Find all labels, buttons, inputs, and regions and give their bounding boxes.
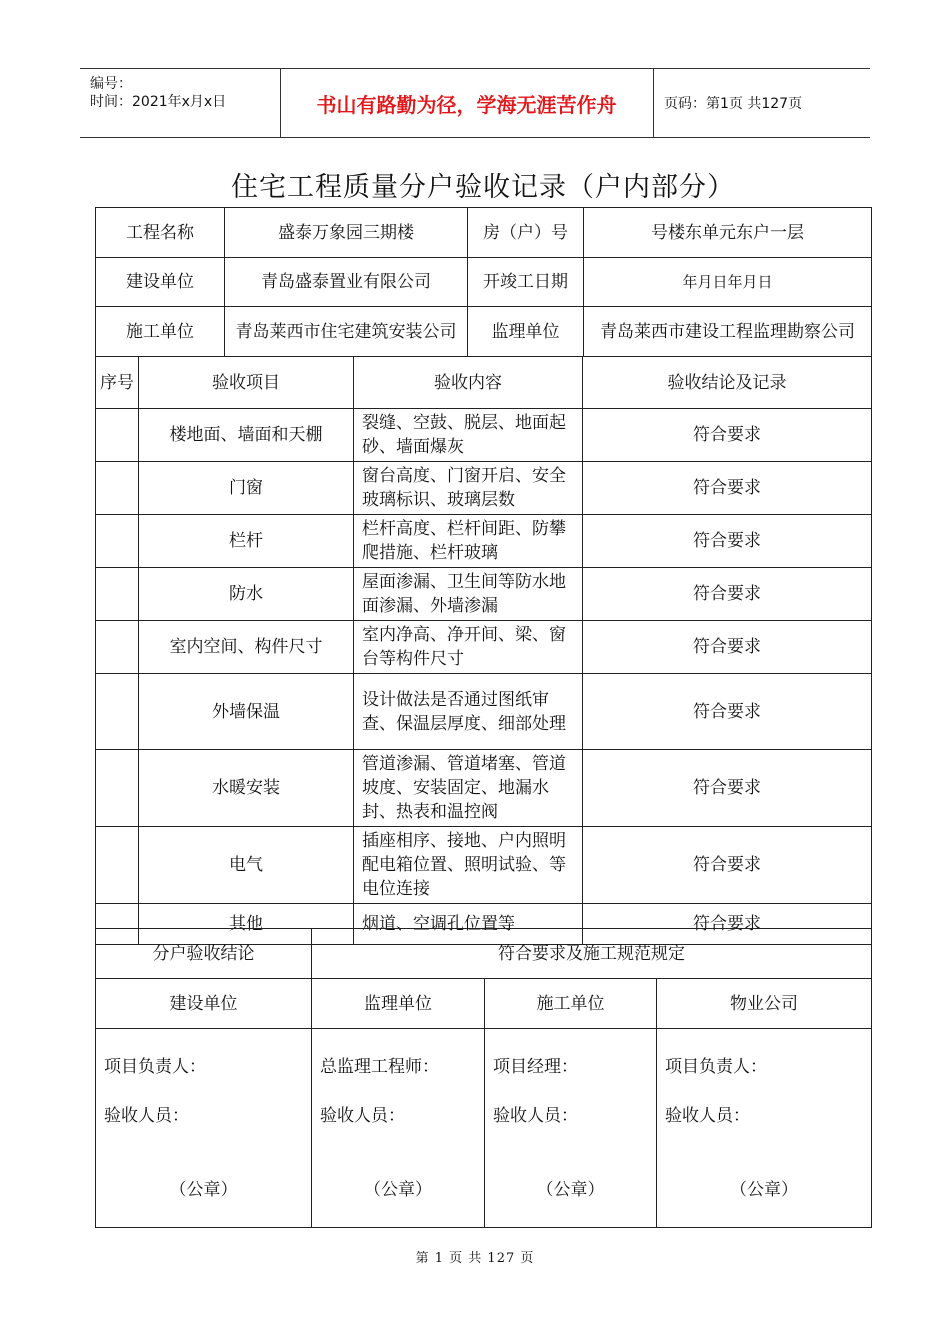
signature-table — [95, 928, 872, 1228]
conclusion-row — [96, 929, 872, 979]
builder-value: 青岛盛泰置业有限公司 — [225, 258, 468, 307]
row-content: 插座相序、接地、户内照明配电箱位置、照明试验、等电位连接 — [354, 827, 583, 904]
conclusion-value: 符合要求及施工规范规定 — [312, 929, 872, 979]
row-item: 外墙保温 — [139, 674, 354, 750]
project-name-label: 工程名称 — [96, 208, 225, 258]
conclusion-label: 分户验收结论 — [96, 929, 312, 979]
inspector-label: 验收人员： — [320, 1106, 405, 1126]
lead-label: 项目负责人： — [665, 1057, 767, 1077]
party-builder-header: 建设单位 — [96, 979, 312, 1029]
table-row — [96, 515, 872, 568]
row-item: 室内空间、构件尺寸 — [139, 621, 354, 674]
stamp-label: （公章） — [364, 1180, 432, 1200]
page-indicator: 页码：第1页 共127页 — [664, 96, 803, 112]
row-result: 符合要求 — [583, 462, 872, 515]
row-no — [96, 568, 139, 621]
party-header-row — [96, 979, 872, 1029]
table-row — [96, 462, 872, 515]
row-content: 室内净高、净开间、梁、窗台等构件尺寸 — [354, 621, 583, 674]
lead-label: 项目经理： — [493, 1057, 578, 1077]
table-row — [96, 827, 872, 904]
inspector-label: 验收人员： — [493, 1106, 578, 1126]
builder-signature-cell — [96, 1029, 312, 1228]
lead-label: 总监理工程师： — [320, 1057, 439, 1077]
table-row — [96, 568, 872, 621]
document-title: 住宅工程质量分户验收记录（户内部分） — [231, 172, 735, 203]
row-result: 符合要求 — [583, 674, 872, 750]
row-item: 其他 — [139, 904, 354, 945]
row-content: 设计做法是否通过图纸审查、保温层厚度、细部处理 — [354, 674, 583, 750]
table-row — [96, 621, 872, 674]
row-item: 电气 — [139, 827, 354, 904]
stamp-label: （公章） — [730, 1180, 798, 1200]
row-result: 符合要求 — [583, 827, 872, 904]
row-content: 栏杆高度、栏杆间距、防攀爬措施、栏杆玻璃 — [354, 515, 583, 568]
row-no — [96, 515, 139, 568]
row-item: 栏杆 — [139, 515, 354, 568]
lead-label: 项目负责人： — [104, 1057, 206, 1077]
row-no — [96, 462, 139, 515]
house-no-label: 房（户）号 — [468, 208, 584, 258]
supervisor-value: 青岛莱西市建设工程监理勘察公司 — [584, 307, 872, 357]
row-content: 烟道、空调孔位置等 — [354, 904, 583, 945]
row-content: 窗台高度、门窗开启、安全玻璃标识、玻璃层数 — [354, 462, 583, 515]
supervisor-signature-cell — [312, 1029, 485, 1228]
row-no — [96, 827, 139, 904]
contractor-value: 青岛莱西市住宅建筑安装公司 — [225, 307, 468, 357]
signature-row — [96, 1029, 872, 1228]
row-result: 符合要求 — [583, 409, 872, 462]
table-row — [96, 750, 872, 827]
col-result-header: 验收结论及记录 — [583, 357, 872, 409]
party-property-header: 物业公司 — [657, 979, 872, 1029]
info-row — [96, 258, 872, 307]
info-table — [95, 207, 872, 357]
contractor-signature-cell — [485, 1029, 657, 1228]
row-item: 防水 — [139, 568, 354, 621]
items-header-row — [96, 357, 872, 409]
property-signature-cell — [657, 1029, 872, 1228]
stamp-label: （公章） — [536, 1180, 605, 1200]
row-content: 屋面渗漏、卫生间等防水地面渗漏、外墙渗漏 — [354, 568, 583, 621]
stamp-label: （公章） — [169, 1180, 238, 1200]
row-result: 符合要求 — [583, 621, 872, 674]
house-no-value: 号楼东单元东户一层 — [584, 208, 872, 258]
col-item-header: 验收项目 — [139, 357, 354, 409]
party-contractor-header: 施工单位 — [485, 979, 657, 1029]
row-content: 裂缝、空鼓、脱层、地面起砂、墙面爆灰 — [354, 409, 583, 462]
row-no — [96, 621, 139, 674]
date-label: 时间：2021年x月x日 — [90, 94, 227, 110]
number-label: 编号： — [90, 76, 132, 92]
dates-value: 年月日年月日 — [584, 258, 872, 307]
col-content-header: 验收内容 — [354, 357, 583, 409]
row-result: 符合要求 — [583, 568, 872, 621]
row-result: 符合要求 — [583, 515, 872, 568]
party-supervisor-header: 监理单位 — [312, 979, 485, 1029]
row-no — [96, 409, 139, 462]
table-row — [96, 674, 872, 750]
row-result: 符合要求 — [583, 904, 872, 945]
page-header — [80, 68, 870, 138]
info-row — [96, 208, 872, 258]
row-result: 符合要求 — [583, 750, 872, 827]
builder-label: 建设单位 — [96, 258, 225, 307]
dates-label: 开竣工日期 — [468, 258, 584, 307]
row-item: 水暖安装 — [139, 750, 354, 827]
project-name-value: 盛泰万象园三期楼 — [225, 208, 468, 258]
table-row — [96, 409, 872, 462]
contractor-label: 施工单位 — [96, 307, 225, 357]
header-left-cell — [80, 69, 281, 137]
page-footer: 第 1 页 共 127 页 — [415, 1251, 535, 1266]
row-item: 楼地面、墙面和天棚 — [139, 409, 354, 462]
row-no — [96, 674, 139, 750]
col-no-header: 序号 — [96, 357, 139, 409]
motto: 书山有路勤为径，学海无涯苦作舟 — [280, 69, 654, 137]
items-table — [95, 356, 872, 945]
row-content: 管道渗漏、管道堵塞、管道坡度、安装固定、地漏水封、热表和温控阀 — [354, 750, 583, 827]
inspector-label: 验收人员： — [665, 1106, 750, 1126]
inspector-label: 验收人员： — [104, 1106, 189, 1126]
info-row — [96, 307, 872, 357]
row-no — [96, 750, 139, 827]
row-item: 门窗 — [139, 462, 354, 515]
supervisor-label: 监理单位 — [468, 307, 584, 357]
